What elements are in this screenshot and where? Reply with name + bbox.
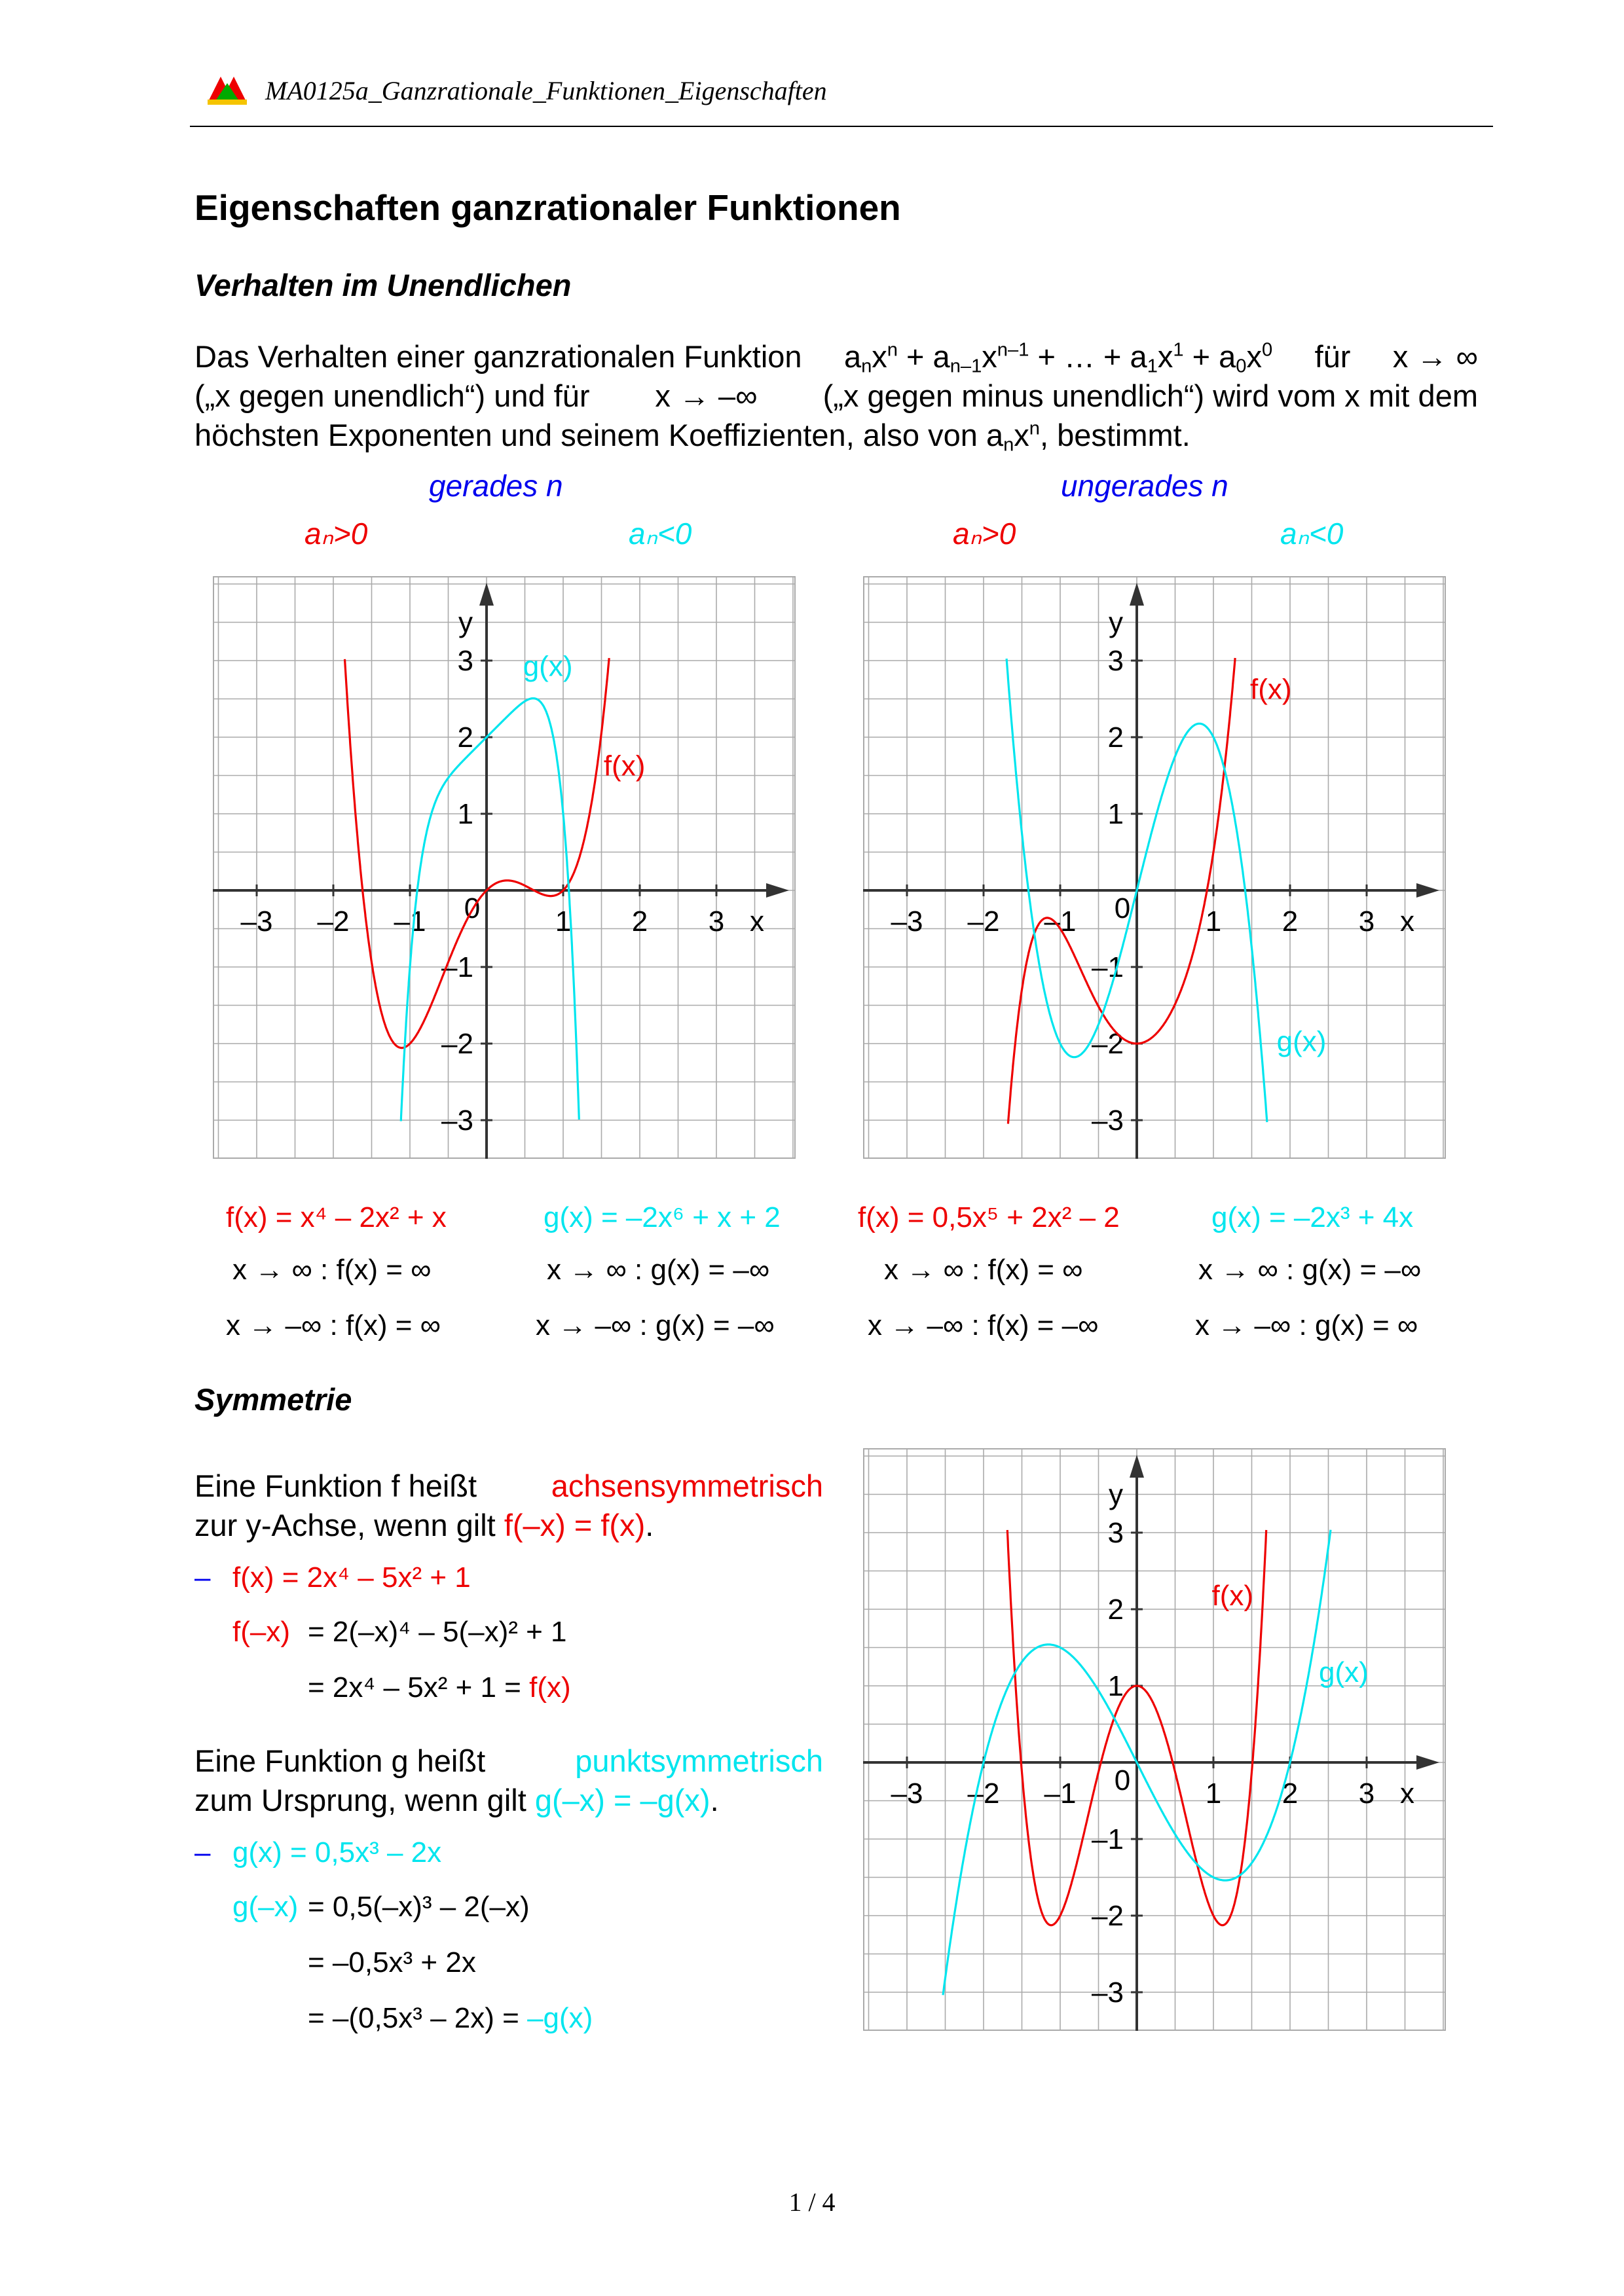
lim-g-odd-neg: x → –∞ : g(x) = ∞ — [1195, 1309, 1418, 1341]
example2-line2: = –0,5x³ + 2x — [308, 1946, 476, 1978]
y-tick-label: 2 — [457, 721, 473, 754]
page-title: Eigenschaften ganzrationaler Funktionen — [194, 187, 901, 228]
y-tick-label: 3 — [1107, 1517, 1124, 1549]
label-even-n: gerades n — [429, 469, 563, 503]
intro-paragraph — [194, 337, 1478, 455]
label-even-an-pos: aₙ>0 — [304, 517, 368, 551]
lim-g-even-neg: x → –∞ : g(x) = –∞ — [536, 1309, 775, 1341]
label-odd-an-pos: aₙ>0 — [953, 517, 1016, 551]
axis-def-condition: f(–x) = f(x) — [504, 1508, 646, 1542]
lim-f-even-pos: x → ∞ : f(x) = ∞ — [232, 1254, 432, 1286]
y-tick-label: 3 — [1107, 645, 1124, 677]
example2-line3-text: = –(0,5x³ – 2x) = — [308, 2002, 519, 2034]
logo-icon — [204, 73, 250, 106]
eq-g-even: g(x) = –2x⁶ + x + 2 — [544, 1201, 781, 1233]
lim-f-odd-neg: x → –∞ : f(x) = –∞ — [868, 1309, 1099, 1341]
intro-line1-fuer: für — [1314, 339, 1351, 374]
point-def-text: Eine Funktion g heißt — [194, 1743, 486, 1778]
graph-frame — [864, 577, 1445, 1158]
graph-odd — [863, 576, 1446, 1159]
example1-line1: = 2(–x)⁴ – 5(–x)² + 1 — [308, 1616, 567, 1648]
x-tick-label: –2 — [967, 1777, 1000, 1810]
label-odd-n: ungerades n — [1061, 469, 1228, 503]
y-tick-label: 1 — [457, 798, 473, 830]
y-axis-arrow — [479, 583, 494, 606]
axis-def-text2: zur y-Achse, wenn gilt — [194, 1508, 496, 1542]
axis-symmetry-definition: Eine Funktion f heißt achsensymmetrisch zur y-Achse, wenn gilt f(–x) = f(x). — [194, 1467, 823, 1545]
f-curve-label: f(x) — [1211, 1580, 1254, 1613]
y-tick-label: –3 — [441, 1104, 473, 1137]
g-curve — [401, 699, 579, 1121]
x-axis-arrow — [1416, 883, 1439, 898]
x-tick-label: 1 — [1205, 905, 1222, 938]
y-tick-label: –1 — [1092, 1823, 1124, 1855]
x-tick-label: 2 — [1282, 905, 1299, 938]
example2-def: g(x) = 0,5x³ – 2x — [232, 1836, 442, 1868]
y-tick-label: 2 — [1107, 721, 1124, 754]
axis-def-term: achsensymmetrisch — [551, 1468, 823, 1503]
g-curve-label: g(x) — [1276, 1025, 1327, 1058]
leading-term: $a_nx^n$ — [986, 418, 1040, 456]
y-axis-label: y — [458, 606, 473, 639]
y-axis-label: y — [1109, 1478, 1123, 1511]
y-tick-label: –2 — [1092, 1028, 1124, 1060]
graph-even — [213, 576, 796, 1159]
point-def-condition: g(–x) = –g(x) — [534, 1783, 710, 1817]
example1-line2-text: = 2x⁴ – 5x² + 1 = — [308, 1671, 521, 1704]
origin-label: 0 — [1114, 1764, 1131, 1796]
x-tick-label: 2 — [1282, 1777, 1299, 1810]
example1-lhs: f(–x) — [232, 1616, 290, 1648]
point-def-term: punktsymmetrisch — [575, 1743, 823, 1778]
label-even-an-neg: aₙ<0 — [629, 517, 692, 551]
graph-symmetry — [863, 1448, 1446, 2031]
y-axis-label: y — [1109, 606, 1123, 639]
eq-g-odd: g(x) = –2x³ + 4x — [1211, 1201, 1414, 1233]
y-tick-label: –2 — [441, 1028, 473, 1060]
y-tick-label: –2 — [1092, 1900, 1124, 1932]
x-axis-label: x — [1400, 1777, 1414, 1810]
intro-line3a: höchsten Exponenten und seinem Koeffizienten, also von — [194, 418, 978, 452]
graph-frame — [213, 577, 795, 1158]
example1-def: f(x) = 2x⁴ – 5x² + 1 — [232, 1561, 471, 1594]
example2-line3 — [308, 2002, 593, 2035]
lim-f-even-neg: x → –∞ : f(x) = ∞ — [226, 1309, 441, 1341]
x-axis-arrow — [766, 883, 789, 898]
lim-g-even-pos: x → ∞ : g(x) = –∞ — [547, 1254, 770, 1286]
x-tick-label: 3 — [708, 905, 725, 938]
y-tick-label: 1 — [1107, 1670, 1124, 1702]
x-tick-label: 2 — [631, 905, 648, 938]
x-tick-label: –1 — [1044, 1777, 1077, 1810]
origin-label: 0 — [464, 892, 481, 924]
header-rule — [190, 126, 1493, 127]
y-tick-label: 2 — [1107, 1594, 1124, 1626]
f-curve-label: f(x) — [1249, 673, 1292, 706]
x-tick-label: –1 — [394, 905, 426, 938]
example1-result: f(x) — [529, 1671, 571, 1704]
x-tick-label: –3 — [240, 905, 273, 938]
label-odd-an-neg: aₙ<0 — [1280, 517, 1344, 551]
lim-f-odd-pos: x → ∞ : f(x) = ∞ — [884, 1254, 1083, 1286]
point-def-text2: zum Ursprung, wenn gilt — [194, 1783, 526, 1817]
x-tick-label: –2 — [967, 905, 1000, 938]
y-tick-label: –3 — [1092, 1977, 1124, 2009]
x-tick-label: –2 — [317, 905, 350, 938]
intro-line2a: („x gegen unendlich“) und für — [194, 378, 590, 413]
example2-bullet: – — [194, 1836, 211, 1868]
x-axis-label: x — [750, 905, 764, 938]
example2-lhs: g(–x) — [232, 1891, 299, 1923]
g-curve-label: g(x) — [1319, 1656, 1369, 1689]
example1-bullet: – — [194, 1561, 211, 1594]
y-tick-label: 1 — [1107, 798, 1124, 830]
x-axis-arrow — [1416, 1755, 1439, 1770]
x-tick-label: 3 — [1358, 905, 1375, 938]
g-curve-label: g(x) — [523, 650, 573, 683]
x-tick-label: 3 — [1358, 1777, 1375, 1810]
eq-f-even: f(x) = x⁴ – 2x² + x — [226, 1201, 447, 1233]
eq-f-odd: f(x) = 0,5x⁵ + 2x² – 2 — [858, 1201, 1120, 1233]
y-tick-label: –1 — [441, 951, 473, 983]
x-tick-label: –3 — [891, 905, 923, 938]
y-tick-label: –3 — [1092, 1104, 1124, 1137]
f-curve-label: f(x) — [603, 750, 646, 782]
x-tick-label: –3 — [891, 1777, 923, 1810]
y-axis-arrow — [1130, 1455, 1144, 1478]
intro-line3b: , bestimmt. — [1039, 418, 1190, 452]
example2-line1: = 0,5(–x)³ – 2(–x) — [308, 1891, 530, 1923]
x-axis-label: x — [1400, 905, 1414, 938]
x-tick-label: 1 — [555, 905, 572, 938]
x-tick-label: –1 — [1044, 905, 1077, 938]
x-to-minus-infinity: x → –∞ — [655, 378, 758, 413]
origin-label: 0 — [1114, 892, 1131, 924]
lim-g-odd-pos: x → ∞ : g(x) = –∞ — [1198, 1254, 1422, 1286]
example2-result: –g(x) — [527, 2002, 593, 2034]
f-curve — [345, 658, 610, 1048]
section-heading-infinity: Verhalten im Unendlichen — [194, 268, 572, 302]
y-tick-label: 3 — [457, 645, 473, 677]
intro-line1-text: Das Verhalten einer ganzrationalen Funktion — [194, 339, 802, 374]
y-tick-label: –1 — [1092, 951, 1124, 983]
y-axis-arrow — [1130, 583, 1144, 606]
axis-def-text: Eine Funktion f heißt — [194, 1468, 477, 1503]
x-to-infinity: x → ∞ — [1392, 339, 1478, 374]
example1-line2 — [308, 1671, 571, 1704]
polynomial-formula: $a_nx^n + a_{n-1}x^{n-1}$ + … + $a_1x^1 + a_0x^0$ — [843, 339, 1273, 377]
point-symmetry-definition: Eine Funktion g heißt punktsymmetrisch zum Ursprung, wenn gilt g(–x) = –g(x). — [194, 1741, 823, 1820]
section-heading-symmetry: Symmetrie — [194, 1382, 352, 1417]
x-tick-label: 1 — [1205, 1777, 1222, 1810]
page-number: 1 / 4 — [788, 2187, 836, 2217]
document-id: MA0125a_Ganzrationale_Funktionen_Eigenschaften — [265, 76, 827, 105]
intro-line2b: („x gegen minus unendlich“) wird vom x mit dem — [822, 378, 1478, 413]
